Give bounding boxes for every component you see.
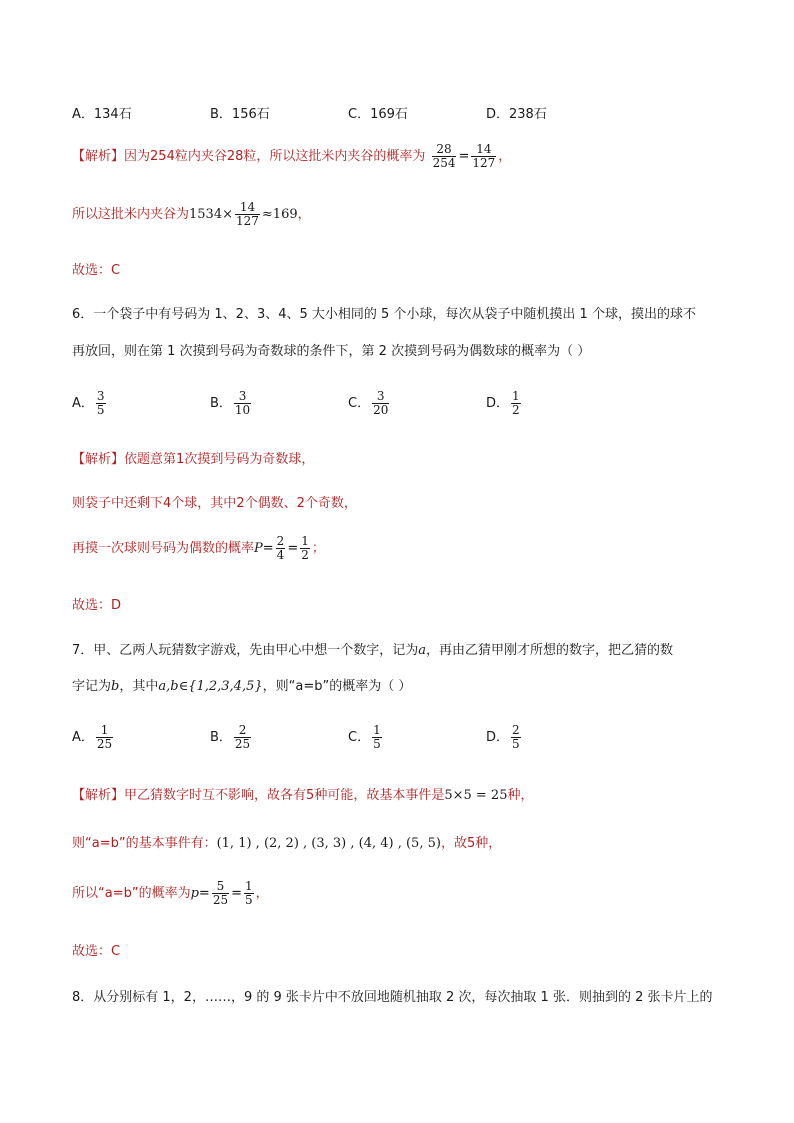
expression: 1534× (189, 207, 233, 223)
fraction (372, 390, 389, 417)
number: 254 (150, 149, 175, 165)
q7-analysis-line1 (72, 784, 533, 803)
fraction (511, 724, 521, 751)
q6-analysis-line2 (72, 492, 357, 511)
number: 1 (176, 452, 185, 467)
denominator: 127 (472, 156, 496, 171)
fraction (432, 143, 457, 170)
q6-option-c (348, 390, 391, 417)
denominator: 127 (236, 214, 259, 229)
text: 个球，其中 (171, 496, 237, 511)
text: 个偶数、 (244, 496, 297, 511)
number: 4 (163, 496, 172, 511)
fraction (372, 724, 382, 751)
fraction (96, 724, 113, 751)
punctuation: ， (255, 886, 269, 902)
set-expression: a,b∈{1,2,3,4,5} (158, 679, 263, 694)
text: 粒，所以这批米内夹谷的概率为 (243, 149, 426, 165)
denominator: 5 (373, 737, 381, 752)
numerator: 1 (301, 534, 309, 548)
expression: ≈169 (261, 207, 298, 223)
denominator: 5 (245, 893, 253, 908)
q6-option-b (210, 390, 253, 417)
q7-option-c (348, 724, 384, 751)
numerator: 14 (235, 201, 260, 215)
equals-sign: = (458, 149, 470, 165)
fraction (96, 390, 106, 417)
numerator: 5 (212, 880, 229, 894)
fraction (234, 390, 251, 417)
q7-option-a (72, 724, 115, 751)
q6-stem-line2: 再放回，则在第 1 次摸到号码为奇数球的条件下，第 2 次摸到号码为偶数球的概率为（ ） (72, 344, 591, 359)
numerator: 3 (234, 390, 251, 404)
fraction (244, 880, 254, 907)
denominator: 5 (96, 403, 105, 418)
option-letter: B． (210, 396, 232, 412)
variable: b (111, 679, 120, 694)
numerator: 2 (276, 534, 285, 548)
denominator: 2 (301, 548, 309, 563)
text: 粒内夹谷 (174, 149, 227, 165)
option-letter: C． (348, 396, 371, 412)
q6-stem-line1: 6．一个袋子中有号码为 1、2、3、4、5 大小相同的 5 个小球，每次从袋子中随机摸出 1 个球，摸出的球不 (72, 307, 696, 322)
numerator: 1 (96, 724, 113, 738)
numerator: 28 (432, 143, 457, 157)
q6-option-a (72, 390, 108, 417)
denominator: 25 (212, 893, 229, 908)
option-letter: A． (72, 730, 94, 746)
q7-stem-line2 (72, 675, 411, 694)
punctuation: ， (297, 207, 311, 223)
denominator: 5 (512, 737, 520, 752)
number: 5 (306, 788, 315, 803)
option-letter: A． (72, 396, 94, 412)
numerator: 1 (512, 389, 520, 403)
punctuation: ； (311, 541, 325, 557)
equals-sign: = (287, 541, 299, 557)
fraction (234, 724, 251, 751)
variable: a (418, 643, 427, 658)
fraction (471, 143, 496, 170)
fraction (235, 201, 260, 228)
numerator: 1 (373, 723, 381, 737)
q7-stem-line1 (72, 639, 673, 658)
q6-analysis-line3 (72, 535, 325, 562)
variable: p (190, 886, 199, 902)
analysis-tag: 【解析】 (72, 452, 125, 467)
numerator: 3 (372, 390, 389, 404)
q7-option-d (486, 724, 523, 751)
event-list: (1, 1) , (2, 2) , (3, 3) , (4, 4) , (5, 5) (216, 836, 441, 851)
fraction (300, 535, 310, 562)
answer-value: C (111, 263, 121, 278)
q5-analysis-line1 (72, 143, 511, 170)
denominator: 25 (234, 737, 251, 752)
denominator: 25 (96, 737, 113, 752)
q5-option-a: A．134石 (72, 107, 132, 122)
text: 次摸到号码为奇数球， (184, 452, 315, 467)
text: 则“a=b”的基本事件有： (72, 836, 217, 851)
text: 个奇数， (304, 496, 357, 511)
text: 所以这批米内夹谷为 (72, 207, 190, 223)
denominator: 4 (276, 548, 285, 563)
text: ，其中 (119, 679, 159, 694)
numerator: 2 (512, 723, 520, 737)
q6-analysis-line1 (72, 448, 314, 467)
variable: P (254, 541, 263, 557)
fraction (511, 390, 521, 417)
numerator: 1 (245, 879, 253, 893)
answer-label: 故选： (72, 598, 112, 613)
numerator: 14 (471, 143, 496, 157)
q7-analysis-line3 (72, 880, 269, 907)
expression: 5×5 = 25 (444, 788, 508, 803)
text: 依题意第 (124, 452, 177, 467)
option-letter: B． (210, 730, 232, 746)
number: 2 (236, 496, 245, 511)
text: ，则“a=b”的概率为（ ） (262, 679, 412, 694)
q5-option-b: B．156石 (210, 107, 270, 122)
text: 再摸一次球则号码为偶数的概率 (72, 541, 255, 557)
q6-answer (72, 594, 121, 613)
q5-option-c: C．169石 (348, 107, 408, 122)
q7-analysis-line2 (72, 832, 501, 851)
answer-value: D (111, 598, 122, 613)
equals-sign: = (262, 541, 274, 557)
option-letter: D． (486, 396, 510, 412)
number: 28 (226, 149, 244, 165)
text: 因为 (124, 149, 151, 165)
q7-option-b (210, 724, 253, 751)
q5-answer (72, 259, 120, 278)
option-letter: C． (348, 730, 371, 746)
numerator: 3 (96, 389, 105, 403)
number: 5 (466, 836, 476, 851)
text: 种， (475, 836, 502, 851)
number: 2 (296, 496, 305, 511)
denominator: 2 (512, 403, 520, 418)
q5-analysis-line2 (72, 201, 311, 228)
answer-label: 故选： (72, 944, 112, 959)
fraction (212, 880, 229, 907)
text: 种， (507, 788, 534, 803)
text: ，故 (440, 836, 467, 851)
answer-value: C (111, 944, 121, 959)
numerator: 2 (234, 724, 251, 738)
text: 字记为 (72, 679, 112, 694)
equals-sign: = (231, 886, 243, 902)
text: 则袋子中还剩下 (72, 496, 164, 511)
analysis-tag: 【解析】 (72, 788, 125, 803)
text: 所以“a=b”的概率为 (72, 886, 191, 902)
text: ，再由乙猜甲刚才所想的数字，把乙猜的数 (426, 643, 674, 658)
q8-stem-line1: 8．从分别标有 1，2，……，9 的 9 张卡片中不放回地随机抽取 2 次，每次抽取 1 张．则抽到的 2 张卡片上的 (72, 990, 713, 1005)
punctuation: ， (498, 149, 512, 165)
denominator: 20 (373, 403, 389, 418)
denominator: 254 (432, 156, 456, 171)
fraction (276, 535, 286, 562)
equals-sign: = (198, 886, 210, 902)
q5-option-d: D．238石 (486, 107, 547, 122)
q6-option-d (486, 390, 523, 417)
q7-answer (72, 940, 120, 959)
text: 种可能，故基本事件是 (314, 788, 445, 803)
denominator: 10 (234, 403, 251, 418)
answer-label: 故选： (72, 263, 112, 278)
text: 甲乙猜数字时互不影响，故各有 (124, 788, 307, 803)
text: 7．甲、乙两人玩猜数字游戏，先由甲心中想一个数字，记为 (72, 643, 419, 658)
option-letter: D． (486, 730, 510, 746)
analysis-tag: 【解析】 (72, 149, 125, 165)
